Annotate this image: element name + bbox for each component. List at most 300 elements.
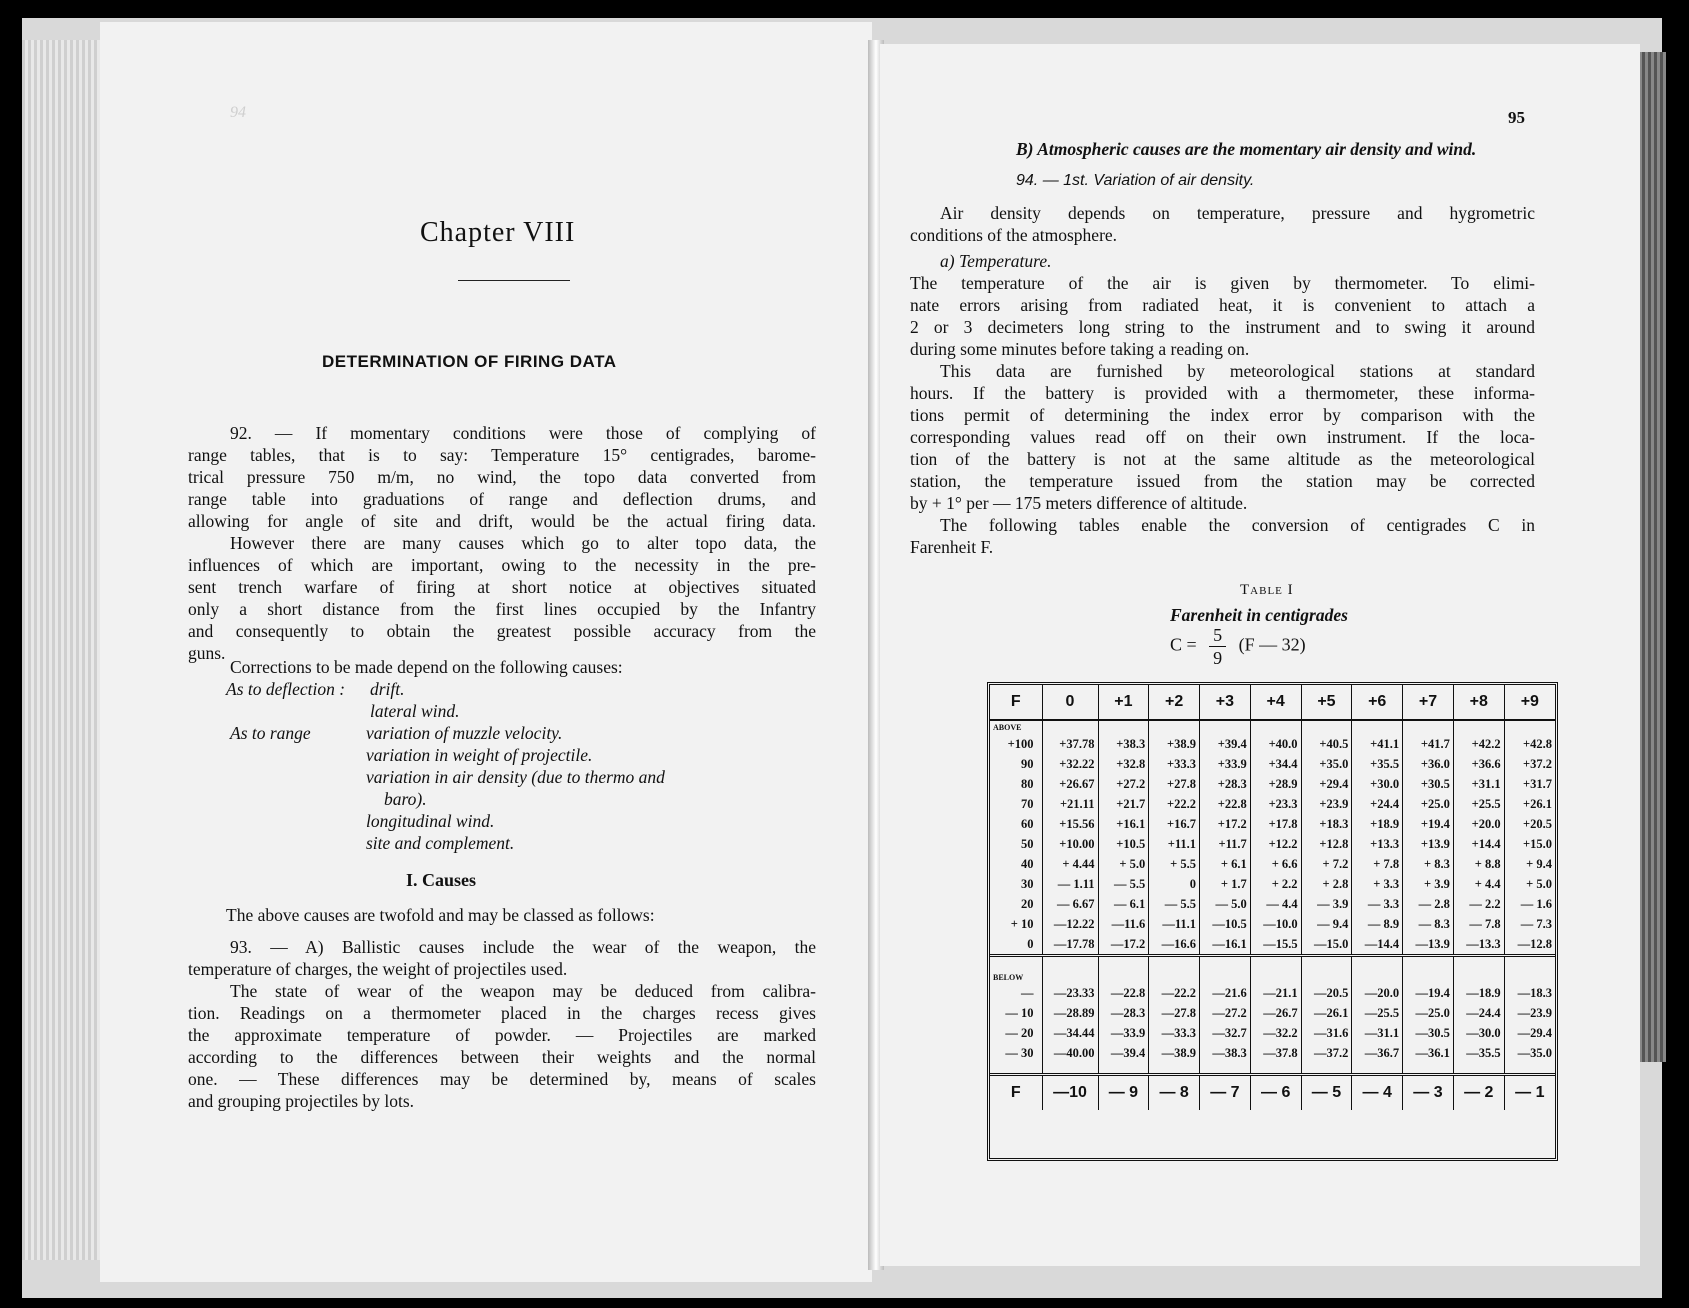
row-label: 0 [1027,937,1034,951]
column-header: +5 [1301,685,1352,720]
table-subtitle: Farenheit in centigrades [1170,605,1348,625]
text-line: hours. If the battery is provided with a thermometer, these informa- [910,383,1535,403]
table-cell: +26.67 [1042,774,1098,794]
table-cell: + 1.7 [1200,874,1251,894]
table-cell: +36.6 [1453,754,1504,774]
table-cell: —21.1 [1250,983,1301,1003]
table-cell: —34.44 [1042,1023,1098,1043]
table-cell [1042,720,1098,734]
table-cell: — 9.4 [1301,914,1352,934]
spacer-cell [1403,1063,1454,1075]
table-cell: +10.5 [1098,834,1149,854]
table-cell: +35.0 [1301,754,1352,774]
footer-cell: — 1 [1504,1075,1555,1111]
table-cell: +12.2 [1250,834,1301,854]
chapter-rule [458,280,570,281]
table-cell: —36.7 [1352,1043,1403,1063]
table-cell: —13.3 [1453,934,1504,956]
table-cell: —24.4 [1453,1003,1504,1023]
formula-denominator: 9 [1213,648,1223,668]
table-cell: +23.9 [1301,794,1352,814]
table-cell: + 3.3 [1352,874,1403,894]
table-cell: + 5.0 [1504,874,1555,894]
chapter-title-text: Chapter VIII [420,217,576,248]
temperature-heading: a) Temperature. [940,251,1052,271]
row-label: — [1021,986,1034,1000]
text-line: guns. [188,643,226,663]
page-number: 95 [1508,108,1525,127]
table-cell: +25.0 [1403,794,1454,814]
spacer-cell [1453,1063,1504,1075]
table-cell: —22.8 [1098,983,1149,1003]
text-line: variation in air density (due to thermo and [366,767,665,787]
table-cell: + 4.44 [1042,854,1098,874]
text-line: range table into graduations of range and deflection drums, and [188,489,816,509]
spacer-cell [1352,1063,1403,1075]
text-line: according to the differences between their weights and the normal [188,1047,816,1067]
row-label: 90 [1021,757,1034,771]
table-cell: —13.9 [1403,934,1454,956]
row-label: 70 [1021,797,1034,811]
table-row [990,874,1555,894]
row-label: — 30 [1005,1046,1034,1060]
table-cell: —35.5 [1453,1043,1504,1063]
table-cell: —25.0 [1403,1003,1454,1023]
row-label: 30 [1021,877,1034,891]
table-cell: — 1.6 [1504,894,1555,914]
table-cell: + 9.4 [1504,854,1555,874]
section-label: ABOVE [993,723,1022,732]
spacer-cell [1149,1063,1200,1075]
table-section-label-row [990,956,1555,984]
table-cell: + 6.1 [1200,854,1251,874]
table-cell: + 8.8 [1453,854,1504,874]
table-cell: +42.2 [1453,734,1504,754]
table-cell: +38.3 [1098,734,1149,754]
table-cell [1250,956,1301,984]
table-cell: +16.1 [1098,814,1149,834]
text-line: 92. — If momentary conditions were those of complying of [230,423,816,443]
table-cell [1352,720,1403,734]
paragraph-density [910,202,1535,246]
table-cell [1504,720,1555,734]
text-line: lateral wind. [370,701,460,721]
table-cell: +31.1 [1453,774,1504,794]
footer-cell: —10 [1042,1075,1098,1111]
ghost-page-number: 94 [230,104,246,121]
table-cell: —33.3 [1149,1023,1200,1043]
table-cell: +12.8 [1301,834,1352,854]
text-line: The state of wear of the weapon may be deduced from calibra- [230,981,816,1001]
table-cell [1504,956,1555,984]
paragraph-93 [188,936,816,980]
table-cell: +29.4 [1301,774,1352,794]
table-cell: — 8.3 [1403,914,1454,934]
table-cell: —32.2 [1250,1023,1301,1043]
table-cell: —23.33 [1042,983,1098,1003]
row-label: + 10 [1010,917,1034,931]
table-cell: —30.0 [1453,1023,1504,1043]
table-cell: +11.1 [1149,834,1200,854]
table-cell: —10.5 [1200,914,1251,934]
text-line: The following tables enable the conversion of centigrades C in [940,515,1535,535]
text-line: Farenheit F. [910,537,994,557]
text-line: trical pressure 750 m/m, no wind, the topo data converted from [188,467,816,487]
formula-lhs: C = [1170,634,1197,655]
table-cell: +16.7 [1149,814,1200,834]
table-cell: +23.3 [1250,794,1301,814]
table-cell: —23.9 [1504,1003,1555,1023]
table-cell: +42.8 [1504,734,1555,754]
table-cell: —12.8 [1504,934,1555,956]
table-cell: +37.2 [1504,754,1555,774]
table-cell: —26.7 [1250,1003,1301,1023]
column-header: +2 [1149,685,1200,720]
paragraph-92 [188,422,816,532]
text-line: site and complement. [366,833,515,853]
footer-cell: F [990,1075,1042,1111]
table-cell: — 5.0 [1200,894,1251,914]
section-heading: DETERMINATION OF FIRING DATA [322,352,617,371]
table-cell: +33.3 [1149,754,1200,774]
table-cell [1200,956,1251,984]
table-cell: +13.3 [1352,834,1403,854]
row-label: — 20 [1005,1026,1034,1040]
table-cell [1200,720,1251,734]
text-line: The temperature of the air is given by thermometer. To elimi- [910,273,1535,293]
text-line: This data are furnished by meteorological stations at standard [940,361,1535,381]
text-line: allowing for angle of site and drift, would be the actual firing data. [188,511,816,531]
table-row [990,814,1555,834]
table-cell: —15.5 [1250,934,1301,956]
table-cell: —20.0 [1352,983,1403,1003]
column-header: +6 [1352,685,1403,720]
table-cell: +39.4 [1200,734,1251,754]
table-cell [1149,720,1200,734]
text-line: corresponding values read off on their own instrument. If the loca- [910,427,1535,447]
atmospheric-line: B) Atmospheric causes are the momentary air density and wind. [1016,139,1477,159]
page-edges-right [1636,52,1666,1062]
text-line: the approximate temperature of powder. — Projectiles are marked [188,1025,816,1045]
footer-cell: — 4 [1352,1075,1403,1111]
table-cell: — 7.8 [1453,914,1504,934]
paragraph-wear [188,980,816,1112]
text-line: and consequently to obtain the greatest possible accuracy from the [188,621,816,641]
table-cell: +21.7 [1098,794,1149,814]
table-cell: —17.78 [1042,934,1098,956]
footer-cell: — 5 [1301,1075,1352,1111]
table-cell: +32.22 [1042,754,1098,774]
table-cell: —30.5 [1403,1023,1454,1043]
table-cell: +27.8 [1149,774,1200,794]
table-cell: +18.3 [1301,814,1352,834]
text-line: variation of muzzle velocity. [366,723,563,743]
text-line: and grouping projectiles by lots. [188,1091,415,1111]
table-cell: +13.9 [1403,834,1454,854]
table-cell: +37.78 [1042,734,1098,754]
table-row [990,894,1555,914]
table-cell: +10.00 [1042,834,1098,854]
text-line: drift. [370,679,405,699]
footer-cell: — 6 [1250,1075,1301,1111]
table-cell: —28.3 [1098,1003,1149,1023]
table-cell: —18.3 [1504,983,1555,1003]
table-cell: —17.2 [1098,934,1149,956]
table-cell: —16.1 [1200,934,1251,956]
table-cell: —11.1 [1149,914,1200,934]
row-label: — 10 [1005,1006,1034,1020]
table-cell: +30.5 [1403,774,1454,794]
table-cell: —14.4 [1352,934,1403,956]
table-cell: +17.2 [1200,814,1251,834]
text-line: range tables, that is to say: Temperature 15° centigrades, barome- [188,445,816,465]
table-cell: —19.4 [1403,983,1454,1003]
table-cell: +20.0 [1453,814,1504,834]
table-cell: —11.6 [1098,914,1149,934]
table-cell [1301,956,1352,984]
table-cell: — 3.9 [1301,894,1352,914]
table-row [990,1003,1555,1023]
table-cell: — 2.8 [1403,894,1454,914]
table-cell: +28.3 [1200,774,1251,794]
text-line: station, the temperature issued from the station may be corrected [910,471,1535,491]
table-cell [1098,956,1149,984]
table-cell: — 8.9 [1352,914,1403,934]
text-line: tion. Readings on a thermometer placed in the charges recess gives [188,1003,816,1023]
page-edges-left [22,40,102,1260]
table-row [990,1043,1555,1063]
spacer-cell [1200,1063,1251,1075]
table-cell: +41.1 [1352,734,1403,754]
row-label: 80 [1021,777,1034,791]
table-row [990,734,1555,754]
table-cell: —37.2 [1301,1043,1352,1063]
text-line: by + 1° per — 175 meters difference of altitude. [910,493,1248,513]
table-cell: +40.5 [1301,734,1352,754]
table-cell [1098,720,1149,734]
table-cell: +18.9 [1352,814,1403,834]
table-cell: +11.7 [1200,834,1251,854]
text-line: conditions of the atmosphere. [910,225,1118,245]
formula-rhs: (F — 32) [1238,634,1306,655]
table-section-label-row [990,720,1555,734]
table-row [990,794,1555,814]
row-label: 60 [1021,817,1034,831]
conversion-table [987,682,1558,1161]
chapter-title [420,217,575,249]
text-line: longitudinal wind. [366,811,495,831]
table-cell: +20.5 [1504,814,1555,834]
spacer-cell [1504,1063,1555,1075]
table-cell: + 7.2 [1301,854,1352,874]
table-cell: —27.2 [1200,1003,1251,1023]
table-row [990,914,1555,934]
table-cell: +36.0 [1403,754,1454,774]
table-cell: — 6.67 [1042,894,1098,914]
table-cell: — 4.4 [1250,894,1301,914]
paragraph-however [188,532,816,664]
range-label: As to range [230,723,311,743]
table-spacer-row [990,1063,1555,1075]
row-label: 50 [1021,837,1034,851]
table-cell [1453,720,1504,734]
table-cell: +41.7 [1403,734,1454,754]
table-cell: —22.2 [1149,983,1200,1003]
table-cell: + 4.4 [1453,874,1504,894]
table-cell: +21.11 [1042,794,1098,814]
table-cell: +25.5 [1453,794,1504,814]
table-cell: —39.4 [1098,1043,1149,1063]
table-cell: —40.00 [1042,1043,1098,1063]
spacer-cell [1098,1063,1149,1075]
formula [1170,624,1306,669]
spacer-cell [1250,1063,1301,1075]
table-row [990,934,1555,956]
text-line: during some minutes before taking a reading on. [910,339,1250,359]
table-cell [1403,720,1454,734]
text-line: only a short distance from the first lines occupied by the Infantry [188,599,816,619]
footer-cell: — 3 [1403,1075,1454,1111]
deflection-items [370,678,459,722]
table-cell: —38.9 [1149,1043,1200,1063]
table-cell: —18.9 [1453,983,1504,1003]
table-cell: +28.9 [1250,774,1301,794]
paragraph-tables [910,514,1535,558]
table-cell: + 7.8 [1352,854,1403,874]
column-header: F [990,685,1042,720]
table-cell: + 6.6 [1250,854,1301,874]
table-cell: + 3.9 [1403,874,1454,894]
table-cell: —37.8 [1250,1043,1301,1063]
text-line: 93. — A) Ballistic causes include the wear of the weapon, the [230,937,816,957]
spacer-cell [1301,1063,1352,1075]
table-cell: —32.7 [1200,1023,1251,1043]
table-cell: +38.9 [1149,734,1200,754]
table-cell: +32.8 [1098,754,1149,774]
table-cell: +27.2 [1098,774,1149,794]
table-cell [1042,956,1098,984]
table-cell: — 3.3 [1352,894,1403,914]
table-cell [1301,720,1352,734]
text-line: temperature of charges, the weight of projectiles used. [188,959,568,979]
table-cell: +15.56 [1042,814,1098,834]
table-cell: +33.9 [1200,754,1251,774]
text-line: sent trench warfare of firing at short notice at objectives situated [188,577,816,597]
table-cell: +30.0 [1352,774,1403,794]
table-cell [1453,956,1504,984]
table-title: Table I [1240,582,1294,598]
section-label: BELOW [990,956,1042,984]
table-cell: — 1.11 [1042,874,1098,894]
text-line: However there are many causes which go to alter topo data, the [230,533,816,553]
text-line: tions permit of determining the index error by comparison with the [910,405,1535,425]
table-cell: + 2.8 [1301,874,1352,894]
table-cell: +22.2 [1149,794,1200,814]
table-cell: — 6.1 [1098,894,1149,914]
table-row [990,834,1555,854]
table-header-row [990,685,1555,720]
table-row [990,754,1555,774]
table-cell: —35.0 [1504,1043,1555,1063]
table-cell: —27.8 [1149,1003,1200,1023]
table-cell: +31.7 [1504,774,1555,794]
row-label: 40 [1021,857,1034,871]
table-cell: —20.5 [1301,983,1352,1003]
footer-cell: — 8 [1149,1075,1200,1111]
table-cell: +15.0 [1504,834,1555,854]
table-cell: — 5.5 [1098,874,1149,894]
table-cell: — 2.2 [1453,894,1504,914]
text-line: Air density depends on temperature, pressure and hygrometric [940,203,1535,223]
table-cell: —15.0 [1301,934,1352,956]
text-line: nate errors arising from radiated heat, it is convenient to attach a [910,295,1535,315]
paragraph-temperature [910,272,1535,360]
table-cell: +17.8 [1250,814,1301,834]
column-header: +4 [1250,685,1301,720]
column-header: +1 [1098,685,1149,720]
text-line: one. — These differences may be determined by, means of scales [188,1069,816,1089]
table-cell: —38.3 [1200,1043,1251,1063]
table-cell: +26.1 [1504,794,1555,814]
table-cell: —12.22 [1042,914,1098,934]
column-header: +7 [1403,685,1454,720]
table-cell: —31.1 [1352,1023,1403,1043]
table-cell [1352,956,1403,984]
column-header: +3 [1200,685,1251,720]
table-cell: + 5.0 [1098,854,1149,874]
footer-cell: — 9 [1098,1075,1149,1111]
table-cell: —29.4 [1504,1023,1555,1043]
deflection-label: As to deflection : [226,679,346,699]
table-cell: —26.1 [1301,1003,1352,1023]
table-cell: +24.4 [1352,794,1403,814]
table-cell: —36.1 [1403,1043,1454,1063]
column-header: 0 [1042,685,1098,720]
causes-heading: I. Causes [406,870,477,890]
text-line: 2 or 3 decimeters long string to the instrument and to swing it around [910,317,1535,337]
table-cell: —10.0 [1250,914,1301,934]
table-cell: — 7.3 [1504,914,1555,934]
corrections-intro: Corrections to be made depend on the following causes: [230,657,623,677]
spacer-cell [1042,1063,1098,1075]
footer-cell: — 2 [1453,1075,1504,1111]
table-cell: +35.5 [1352,754,1403,774]
row-label: 20 [1021,897,1034,911]
table-cell: — 5.5 [1149,894,1200,914]
table-cell: —25.5 [1352,1003,1403,1023]
table-cell: +22.8 [1200,794,1251,814]
table-cell: + 5.5 [1149,854,1200,874]
footer-cell: — 7 [1200,1075,1251,1111]
text-line: variation in weight of projectile. [366,745,593,765]
formula-fraction [1209,624,1226,669]
table-cell [1149,956,1200,984]
table-row [990,1023,1555,1043]
formula-numerator: 5 [1209,624,1226,647]
column-header: +9 [1504,685,1555,720]
column-header: +8 [1453,685,1504,720]
table-row [990,983,1555,1003]
table-cell: +19.4 [1403,814,1454,834]
text-line: tion of the battery is not at the same altitude as the meteorological [910,449,1535,469]
spacer-cell [990,1063,1042,1075]
left-page [100,22,872,1282]
table-cell [1403,956,1454,984]
table-cell: +14.4 [1453,834,1504,854]
range-items [366,722,665,854]
text-line: baro). [384,789,427,809]
twofold-line: The above causes are twofold and may be classed as follows: [226,905,655,925]
